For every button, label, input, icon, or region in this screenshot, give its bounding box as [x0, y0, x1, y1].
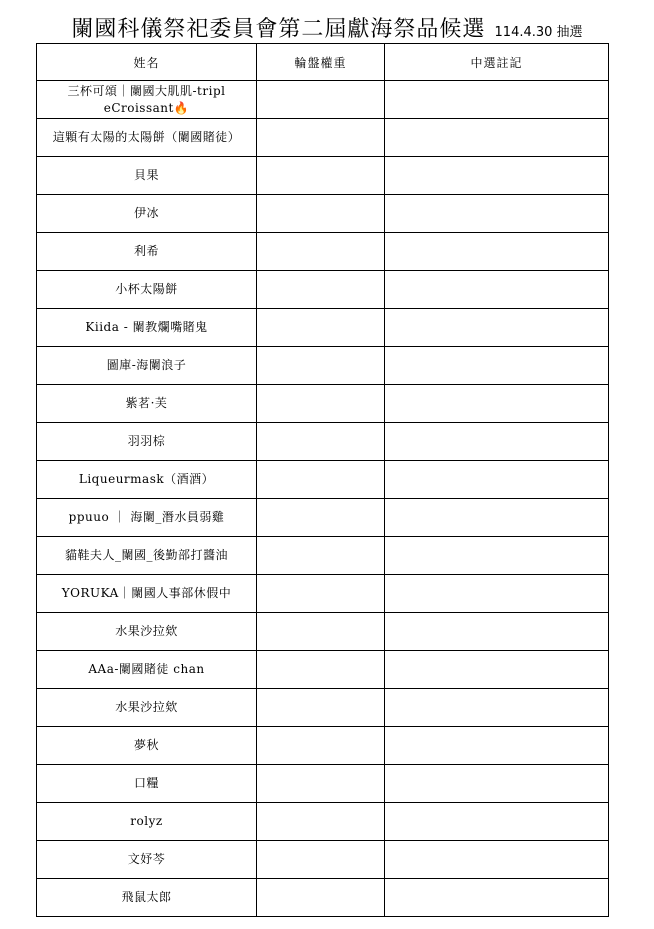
- candidate-name-cell: [37, 423, 257, 461]
- table-row: [37, 385, 609, 423]
- selection-mark-cell: [385, 727, 609, 765]
- candidate-name: 利希: [133, 244, 159, 258]
- weight-cell: [257, 233, 385, 271]
- candidate-name-cell: [37, 765, 257, 803]
- candidate-name: 口糧: [133, 776, 159, 790]
- candidate-name-cell: [37, 271, 257, 309]
- candidate-name-cell: [37, 233, 257, 271]
- candidate-name: Liqueurmask（酒酒）: [78, 472, 215, 486]
- selection-mark-cell: [385, 765, 609, 803]
- table-row: [37, 613, 609, 651]
- table-row: [37, 309, 609, 347]
- selection-mark-cell: [385, 233, 609, 271]
- weight-cell: [257, 841, 385, 879]
- table-row: [37, 119, 609, 157]
- weight-cell: [257, 81, 385, 119]
- candidate-name: 紫茗·芙: [125, 396, 168, 410]
- page-title: [0, 12, 654, 43]
- candidate-name: 水果沙拉欸: [115, 700, 178, 714]
- candidate-name: 圖庫-海闌浪子: [106, 358, 187, 372]
- table-row: [37, 689, 609, 727]
- selection-mark-cell: [385, 309, 609, 347]
- selection-mark-cell: [385, 461, 609, 499]
- candidate-name-cell: [37, 803, 257, 841]
- candidate-name: 這顆有太陽的太陽餅（闌國賭徒）: [52, 130, 241, 144]
- selection-mark-cell: [385, 499, 609, 537]
- selection-mark-cell: [385, 575, 609, 613]
- table-row: [37, 765, 609, 803]
- weight-cell: [257, 499, 385, 537]
- candidate-name-cell: [37, 841, 257, 879]
- candidate-name-cell: [37, 879, 257, 917]
- candidate-name-cell: [37, 461, 257, 499]
- table-row: [37, 347, 609, 385]
- table-row: [37, 537, 609, 575]
- weight-cell: [257, 613, 385, 651]
- table-row: [37, 195, 609, 233]
- candidate-name-cell: [37, 309, 257, 347]
- selection-mark-cell: [385, 537, 609, 575]
- weight-cell: [257, 689, 385, 727]
- candidate-name: 伊冰: [133, 206, 159, 220]
- selection-mark-cell: [385, 157, 609, 195]
- fire-icon: 🔥: [173, 100, 190, 115]
- table-row: [37, 233, 609, 271]
- selection-mark-cell: [385, 195, 609, 233]
- candidate-name-cell: [37, 385, 257, 423]
- candidate-name-cell: [37, 499, 257, 537]
- candidate-name: YORUKA｜闌國人事部休假中: [61, 586, 232, 600]
- weight-cell: [257, 157, 385, 195]
- candidate-name: AAa-闌國賭徒 chan: [88, 662, 205, 676]
- candidate-name-cell: [37, 689, 257, 727]
- table-row: [37, 461, 609, 499]
- weight-cell: [257, 385, 385, 423]
- table-row: [37, 727, 609, 765]
- candidate-name-cell: [37, 119, 257, 157]
- weight-cell: [257, 727, 385, 765]
- selection-mark-cell: [385, 803, 609, 841]
- candidate-name: 文妤芩: [127, 852, 166, 866]
- candidate-name: 夢秋: [133, 738, 159, 752]
- column-header-name: 姓名: [37, 44, 257, 81]
- candidate-name-cell: [37, 651, 257, 689]
- candidate-name: Kiida - 闌教爛嘴賭鬼: [85, 320, 208, 334]
- weight-cell: [257, 879, 385, 917]
- candidate-name: 小杯太陽餅: [115, 282, 178, 296]
- selection-mark-cell: [385, 651, 609, 689]
- candidate-name: 水果沙拉欸: [115, 624, 178, 638]
- table-row: [37, 879, 609, 917]
- selection-mark-cell: [385, 119, 609, 157]
- table-row: [37, 499, 609, 537]
- weight-cell: [257, 537, 385, 575]
- selection-mark-cell: [385, 423, 609, 461]
- selection-mark-cell: [385, 385, 609, 423]
- candidate-name-cell: [37, 347, 257, 385]
- candidate-name: 貓鞋夫人_闌國_後勤部打醬油: [64, 548, 228, 562]
- weight-cell: [257, 195, 385, 233]
- candidate-name-cell: [37, 81, 257, 119]
- draw-date: 114.4.30 抽選: [494, 25, 583, 40]
- table-row: [37, 157, 609, 195]
- weight-cell: [257, 271, 385, 309]
- table-row: [37, 651, 609, 689]
- candidate-name: 三杯可頌｜闌國大肌肌-tripleCroissant🔥: [67, 83, 226, 115]
- candidate-name-cell: [37, 613, 257, 651]
- weight-cell: [257, 347, 385, 385]
- weight-cell: [257, 575, 385, 613]
- selection-mark-cell: [385, 613, 609, 651]
- selection-mark-cell: [385, 841, 609, 879]
- selection-mark-cell: [385, 81, 609, 119]
- weight-cell: [257, 803, 385, 841]
- candidate-name-cell: [37, 727, 257, 765]
- weight-cell: [257, 651, 385, 689]
- candidate-name-cell: [37, 537, 257, 575]
- document-title: 闌國科儀祭祀委員會第二屆獻海祭品候選: [71, 17, 486, 42]
- candidate-table: [36, 43, 609, 917]
- weight-cell: [257, 423, 385, 461]
- candidate-name: 飛鼠太郎: [121, 890, 172, 904]
- table-row: [37, 81, 609, 119]
- selection-mark-cell: [385, 271, 609, 309]
- candidate-name-cell: [37, 195, 257, 233]
- weight-cell: [257, 765, 385, 803]
- selection-mark-cell: [385, 347, 609, 385]
- table-row: [37, 423, 609, 461]
- candidate-name: 羽羽棕: [127, 434, 166, 448]
- candidate-name: rolyz: [130, 814, 163, 828]
- candidate-name-cell: [37, 157, 257, 195]
- table-row: [37, 803, 609, 841]
- candidate-name: ppuuo ｜ 海闌_潛水員弱雞: [68, 510, 225, 524]
- table-header-row: [37, 44, 609, 81]
- weight-cell: [257, 119, 385, 157]
- weight-cell: [257, 309, 385, 347]
- selection-mark-cell: [385, 879, 609, 917]
- candidate-name-cell: [37, 575, 257, 613]
- column-header-weight: 輪盤權重: [257, 44, 385, 81]
- selection-mark-cell: [385, 689, 609, 727]
- table-row: [37, 575, 609, 613]
- candidate-name: 貝果: [133, 168, 159, 182]
- weight-cell: [257, 461, 385, 499]
- column-header-mark: 中選註記: [385, 44, 609, 81]
- table-row: [37, 841, 609, 879]
- table-row: [37, 271, 609, 309]
